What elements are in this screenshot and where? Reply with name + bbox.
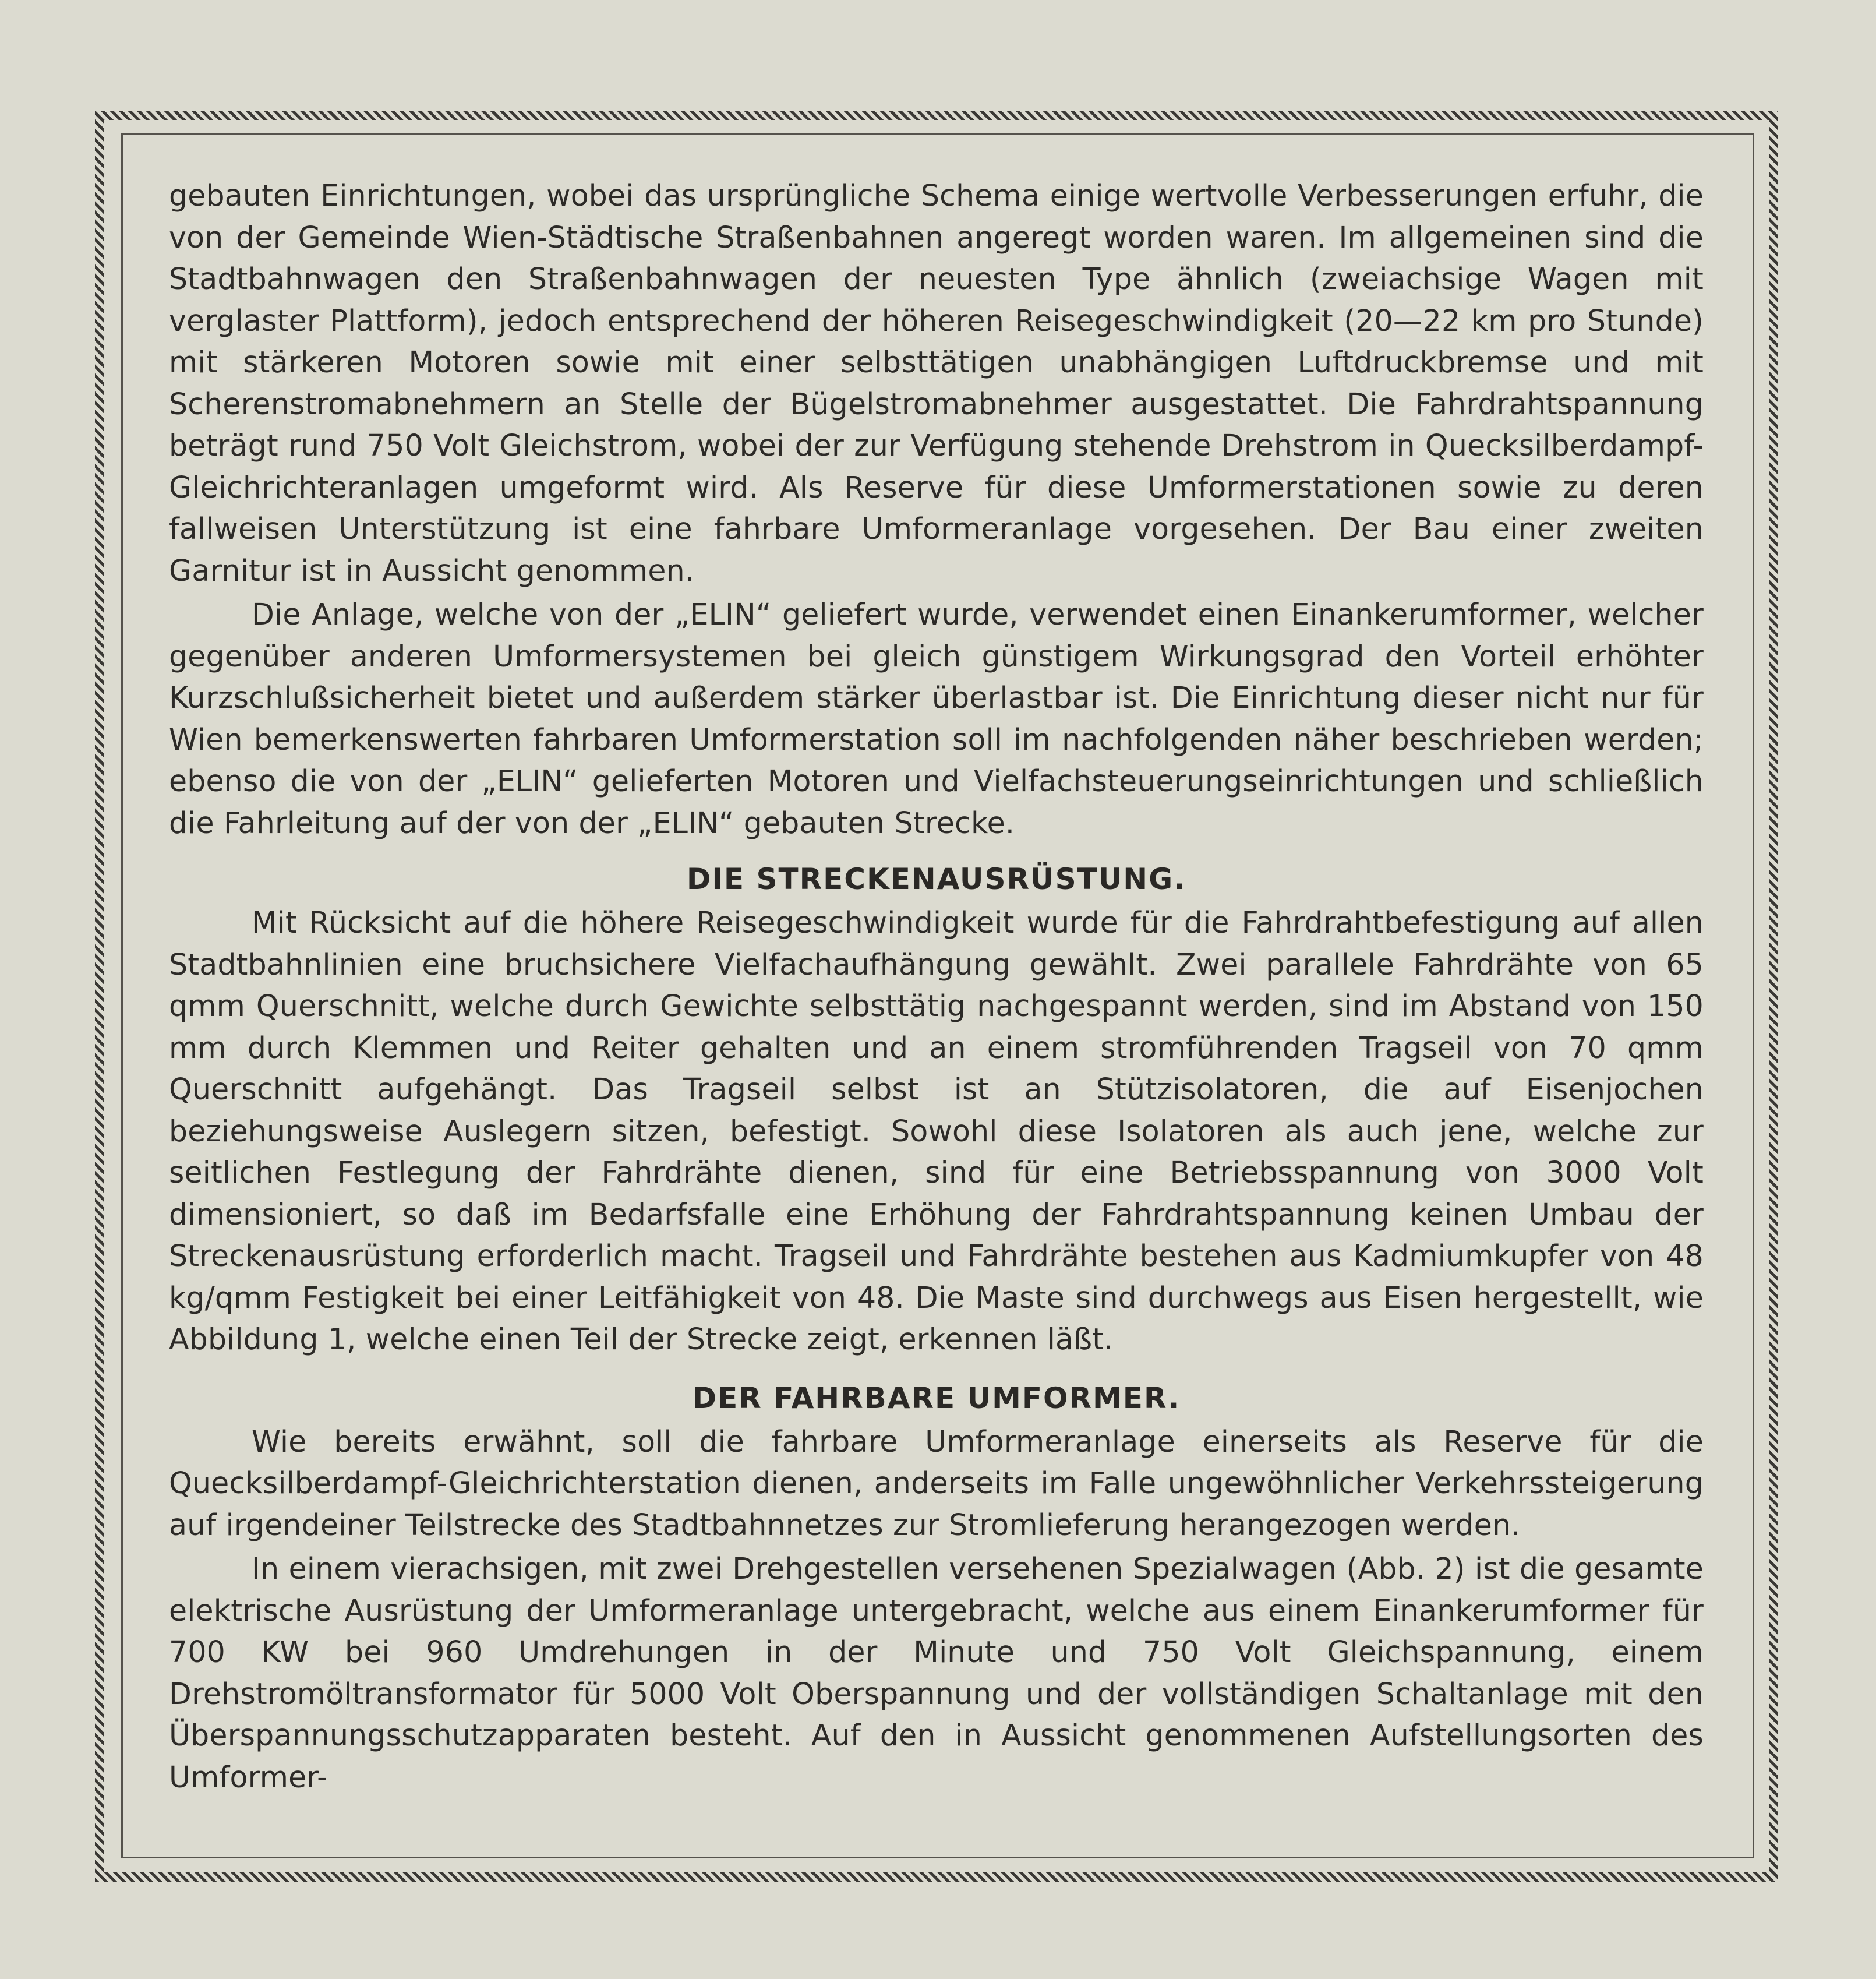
page-content [169, 175, 1704, 1835]
section-heading-streckenausruestung: DIE STRECKENAUSRÜSTUNG. [686, 862, 1186, 896]
paragraph-spezialwagen: In einem vierachsigen, mit zwei Drehgestellen versehenen Spezialwagen (Abb. 2) ist die gesamte elektrische Ausrüstung der Umformeranlage untergebracht, welche aus einem Einankerumformer für 700 KW bei 960 Umdrehungen in der Minute und 750 Volt Gleichspannung, einem Drehstromöltransformator für 5000 Volt Oberspannung und der vollständigen Schaltanlage mit den Überspannungsschutzapparaten besteht. Auf den in Aussicht genommenen Aufstellungsorten des Umformer- [169, 1551, 1704, 1794]
paragraph-reserve: Wie bereits erwähnt, soll die fahrbare Umformeranlage einerseits als Reserve für die Quecksilberdampf-Gleichrichterstation dienen, anderseits im Falle ungewöhnlicher Verkehrssteigerung auf irgendeiner Teilstrecke des Stadtbahnnetzes zur Stromlieferung herangezogen werden. [169, 1424, 1704, 1542]
paragraph-elin-anlage: Die Anlage, welche von der „ELIN“ geliefert wurde, verwendet einen Einankerumformer, welcher gegenüber anderen Umformersystemen bei gleich günstigem Wirkungsgrad den Vorteil erhöhter Kurzschlußsicherheit bietet und außerdem stärker überlastbar ist. Die Einrichtung dieser nicht nur für Wien bemerkenswerten fahrbaren Umformerstation soll im nachfolgenden näher beschrieben werden; ebenso die von der „ELIN“ gelieferten Motoren und Vielfachsteuerungseinrichtungen und schließlich die Fahrleitung auf der von der „ELIN“ gebauten Strecke. [169, 597, 1704, 840]
paragraph-continuation: gebauten Einrichtungen, wobei das ursprüngliche Schema einige wertvolle Verbesserungen erfuhr, die von der Gemeinde Wien-Städtische Straßenbahnen angeregt worden waren. Im allgemeinen sind die Stadtbahnwagen den Straßenbahnwagen der neuesten Type ähnlich (zweiachsige Wagen mit verglaster Plattform), jedoch entsprechend der höheren Reisegeschwindigkeit (20—22 km pro Stunde) mit stärkeren Motoren sowie mit einer selbsttätigen unabhängigen Luftdruckbremse und mit Scherenstromabnehmern an Stelle der Bügelstromabnehmer ausgestattet. Die Fahrdrahtspannung beträgt rund 750 Volt Gleichstrom, wobei der zur Verfügung stehende Drehstrom in Quecksilberdampf-Gleichrichteranlagen umgeformt wird. Als Reserve für diese Umformerstationen sowie zu deren fallweisen Unterstützung ist eine fahrbare Umformeranlage vorgesehen. Der Bau einer zweiten Garnitur ist in Aussicht genommen. [169, 178, 1704, 588]
paragraph-streckenausruestung: Mit Rücksicht auf die höhere Reisegeschwindigkeit wurde für die Fahrdrahtbefestigung auf allen Stadtbahnlinien eine bruchsichere Vielfachaufhängung gewählt. Zwei parallele Fahrdrähte von 65 qmm Querschnitt, welche durch Gewichte selbsttätig nachgespannt werden, sind im Abstand von 150 mm durch Klemmen und Reiter gehalten und an einem stromführenden Tragseil von 70 qmm Querschnitt aufgehängt. Das Tragseil selbst ist an Stützisolatoren, die auf Eisenjochen beziehungsweise Auslegern sitzen, befestigt. Sowohl diese Isolatoren als auch jene, welche zur seitlichen Festlegung der Fahrdrähte dienen, sind für eine Betriebsspannung von 3000 Volt dimensioniert, so daß im Bedarfsfalle eine Erhöhung der Fahrdrahtspannung keinen Umbau der Streckenausrüstung erforderlich macht. Tragseil und Fahrdrähte bestehen aus Kadmiumkupfer von 48 kg/qmm Festigkeit bei einer Leitfähigkeit von 48. Die Maste sind durchwegs aus Eisen hergestellt, wie Abbildung 1, welche einen Teil der Strecke zeigt, erkennen läßt. [169, 905, 1704, 1356]
section-heading-fahrbarer-umformer: DER FAHRBARE UMFORMER. [692, 1381, 1181, 1415]
